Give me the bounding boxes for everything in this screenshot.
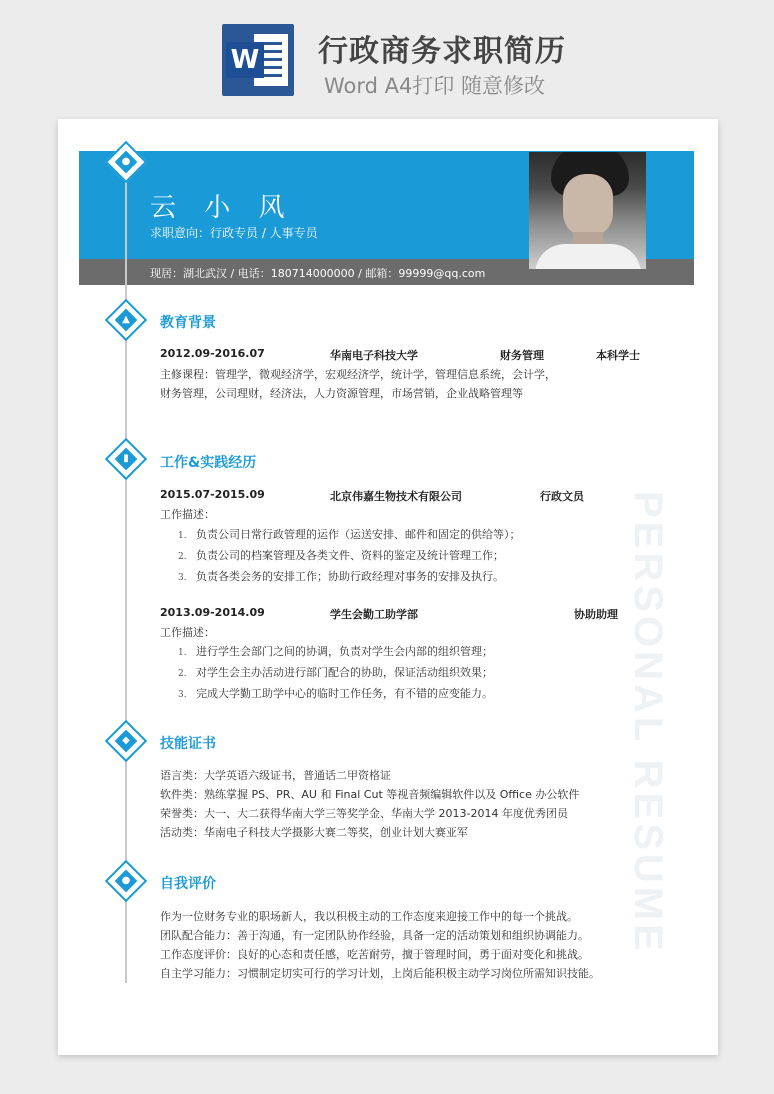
job-date: 2013.09-2014.09 bbox=[160, 606, 265, 619]
profile-photo bbox=[529, 152, 646, 269]
section-title-self: 自我评价 bbox=[160, 876, 216, 892]
top-banner bbox=[0, 0, 774, 115]
job-org: 学生会勤工助学部 bbox=[330, 608, 418, 621]
job-role: 行政文员 bbox=[540, 490, 584, 503]
job-org: 北京伟嘉生物技术有限公司 bbox=[330, 490, 462, 503]
user-icon: ● bbox=[105, 860, 147, 902]
list-item: 2. 对学生会主办活动进行部门配合的协助，保证活动组织效果； bbox=[178, 666, 493, 679]
bar-chart-icon: ▮ bbox=[105, 438, 147, 480]
text-line: 软件类：熟练掌握 PS、PR、AU 和 Final Cut 等视音频编辑软件以及 Office 办公软件 bbox=[160, 788, 580, 801]
list-item: 1. 进行学生会部门之间的协调，负责对学生会内部的组织管理； bbox=[178, 645, 493, 658]
list-item: 2. 负责公司的档案管理及各类文件、资料的鉴定及统计管理工作； bbox=[178, 549, 504, 562]
banner-title: 行政商务求职简历 bbox=[318, 34, 566, 69]
self-evaluation bbox=[160, 907, 600, 983]
mouse-icon: ◆ bbox=[105, 720, 147, 762]
resume-page bbox=[58, 119, 718, 1055]
job-desc-label: 工作描述： bbox=[160, 626, 215, 639]
text-line: 主修课程：管理学，微观经济学，宏观经济学，统计学，管理信息系统，会计学， bbox=[160, 368, 556, 381]
text-line: 活动类：华南电子科技大学摄影大赛二等奖，创业计划大赛亚军 bbox=[160, 826, 468, 839]
list-item: 3. 负责各类会务的安排工作；协助行政经理对事务的安排及执行。 bbox=[178, 570, 504, 583]
candidate-name: 云 小 风 bbox=[150, 193, 295, 223]
job-duties bbox=[178, 642, 493, 705]
list-item: 3. 完成大学勤工助学中心的临时工作任务，有不错的应变能力。 bbox=[178, 687, 493, 700]
job-intent: 求职意向：行政专员 / 人事专员 bbox=[150, 226, 318, 240]
text-line: 作为一位财务专业的职场新人，我以积极主动的工作态度来迎接工作中的每一个挑战。 bbox=[160, 910, 578, 923]
job-role: 协助助理 bbox=[574, 608, 618, 621]
section-title-skills: 技能证书 bbox=[160, 736, 216, 752]
job-duties bbox=[178, 525, 521, 588]
watermark: PERSONAL RESUME bbox=[626, 491, 670, 955]
education-courses bbox=[160, 365, 556, 403]
user-icon: ● bbox=[105, 141, 147, 183]
text-line: 财务管理，公司理财，经济法，人力资源管理，市场营销，企业战略管理等 bbox=[160, 387, 523, 400]
section-title-education: 教育背景 bbox=[160, 315, 216, 331]
education-school: 华南电子科技大学 bbox=[330, 349, 418, 362]
word-logo-icon bbox=[222, 24, 294, 96]
job-desc-label: 工作描述： bbox=[160, 508, 215, 521]
text-line: 语言类：大学英语六级证书，普通话二甲资格证 bbox=[160, 769, 391, 782]
contact-info: 现居：湖北武汉 / 电话：180714000000 / 邮箱：99999@qq.com bbox=[150, 267, 486, 280]
text-line: 团队配合能力：善于沟通，有一定团队协作经验，具备一定的活动策划和组织协调能力。 bbox=[160, 929, 589, 942]
education-degree: 本科学士 bbox=[596, 349, 640, 362]
job-date: 2015.07-2015.09 bbox=[160, 488, 265, 501]
text-line: 工作态度评价：良好的心态和责任感，吃苦耐劳，擅于管理时间，勇于面对变化和挑战。 bbox=[160, 948, 589, 961]
text-line: 自主学习能力：习惯制定切实可行的学习计划，上岗后能积极主动学习岗位所需知识技能。 bbox=[160, 967, 600, 980]
section-title-work: 工作&实践经历 bbox=[160, 455, 257, 471]
word-logo-letter: W bbox=[226, 42, 264, 78]
text-line: 荣誉类：大一、大二获得华南大学三等奖学金、华南大学 2013-2014 年度优秀团员 bbox=[160, 807, 568, 820]
graduation-cap-icon: ▲ bbox=[105, 299, 147, 341]
list-item: 1. 负责公司日常行政管理的运作（运送安排、邮件和固定的供给等）； bbox=[178, 528, 521, 541]
education-date: 2012.09-2016.07 bbox=[160, 347, 265, 360]
skills-list bbox=[160, 766, 579, 842]
education-major: 财务管理 bbox=[500, 349, 544, 362]
banner-subtitle: Word A4打印 随意修改 bbox=[324, 74, 546, 98]
